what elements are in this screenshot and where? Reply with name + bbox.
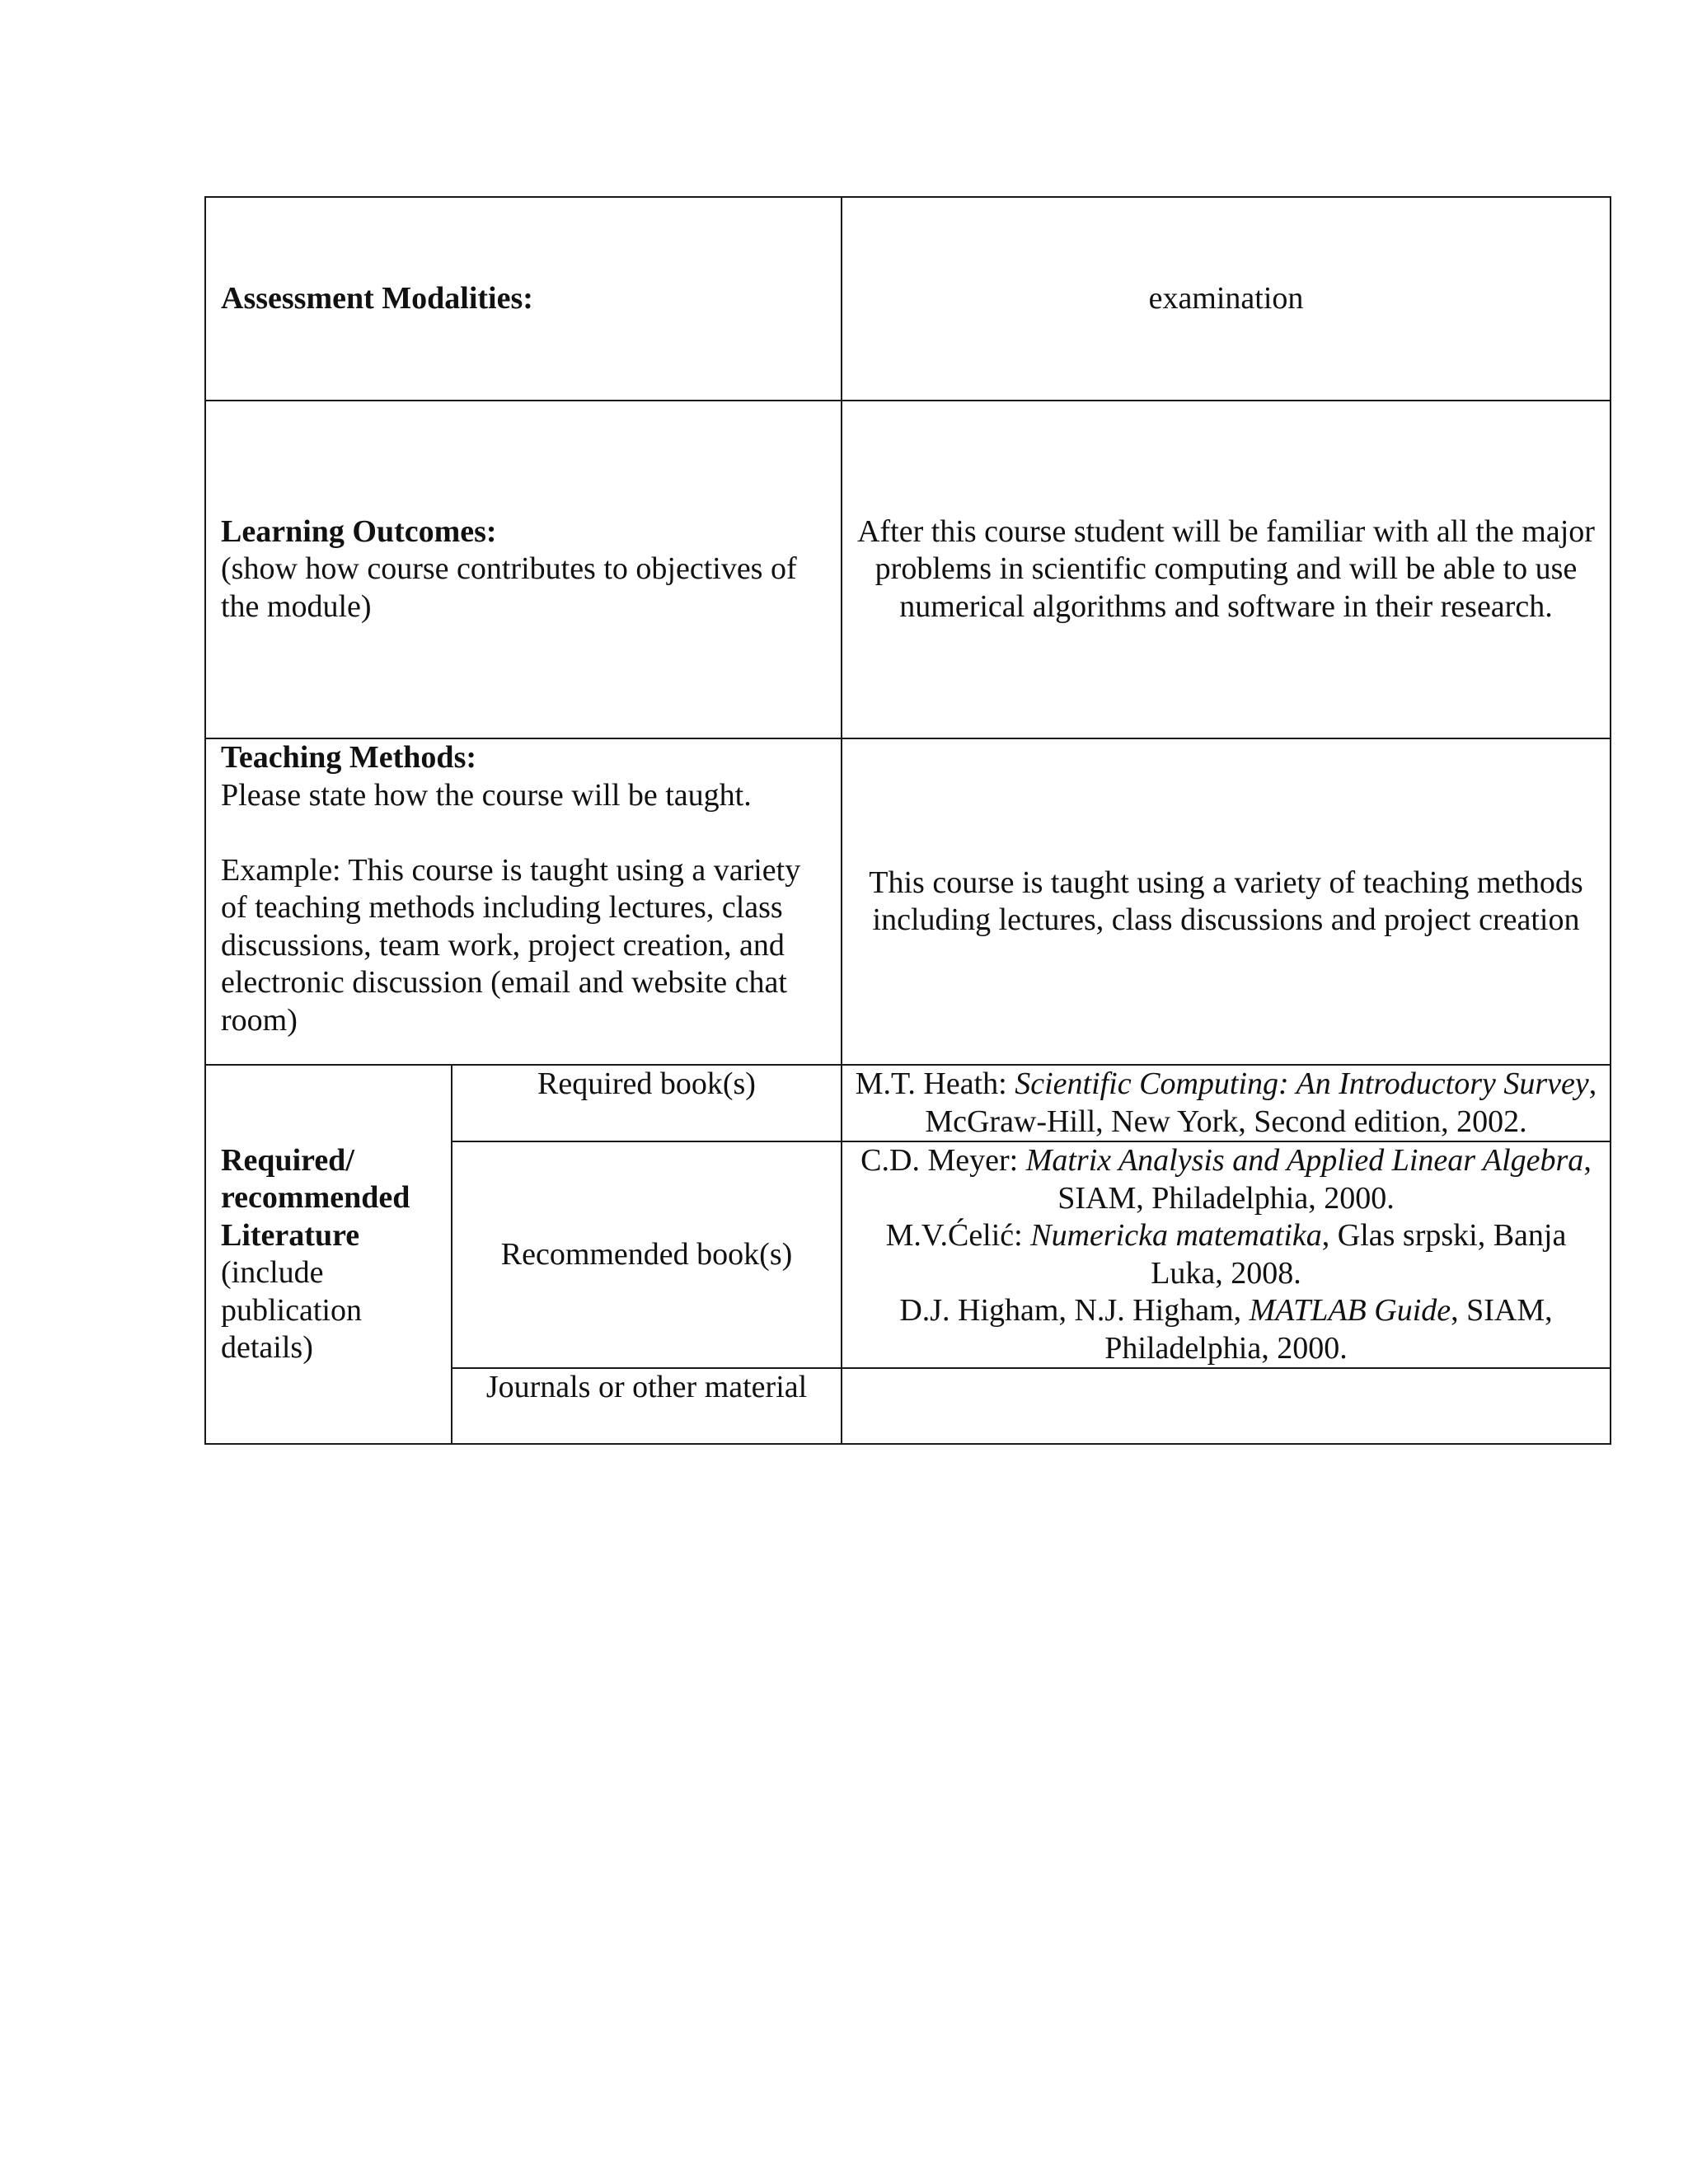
book-author: D.J. Higham, N.J. Higham, xyxy=(899,1293,1250,1328)
book-title: MATLAB Guide xyxy=(1249,1293,1451,1328)
teaching-methods-example: Example: This course is taught using a variety of teaching methods including lectures, class discussions, team work, project creation, and electronic discussion (email and website chat room) xyxy=(221,852,801,1038)
learning-outcomes-label: Learning Outcomes: xyxy=(221,513,497,549)
teaching-methods-value-cell xyxy=(842,738,1611,1065)
spacer xyxy=(221,814,826,852)
required-books-label: Required book(s) xyxy=(537,1066,756,1101)
required-book-entry xyxy=(851,1066,1601,1141)
assessment-value-cell xyxy=(842,197,1611,401)
required-books-cell xyxy=(842,1065,1611,1141)
book-details: , McGraw-Hill, New York, Second edition, 2002. xyxy=(925,1066,1597,1139)
literature-hint: (include publication details) xyxy=(221,1255,362,1365)
assessment-row xyxy=(205,197,1611,401)
teaching-methods-hint: Please state how the course will be taught. xyxy=(221,777,752,813)
learning-outcomes-value: After this course student will be familiar with all the major problems in scientific computing and will be able to use numerical algorithms and software in their research. xyxy=(857,513,1595,624)
book-title: Numericka matematika xyxy=(1030,1218,1322,1253)
teaching-methods-value: This course is taught using a variety of teaching methods including lectures, class discussions and project creation xyxy=(869,865,1583,937)
assessment-label-cell xyxy=(205,197,842,401)
book-details: , Glas srpski, Banja Luka, 2008. xyxy=(1151,1218,1567,1291)
book-title: Scientific Computing: An Introductory Survey xyxy=(1015,1066,1589,1101)
recommended-book-entry xyxy=(851,1217,1601,1292)
book-author: M.T. Heath: xyxy=(855,1066,1015,1101)
journals-label-cell xyxy=(452,1368,842,1444)
recommended-books-cell xyxy=(842,1141,1611,1368)
book-author: C.D. Meyer: xyxy=(860,1143,1026,1178)
recommended-books-label: Recommended book(s) xyxy=(500,1236,793,1272)
book-title: Matrix Analysis and Applied Linear Algebra xyxy=(1025,1143,1584,1178)
literature-label: Required/ recommended Literature xyxy=(221,1142,410,1253)
book-details: , SIAM, Philadelphia, 2000. xyxy=(1104,1293,1553,1366)
journals-label: Journals or other material xyxy=(485,1370,808,1404)
book-author: M.V.Ćelić: xyxy=(885,1218,1031,1253)
assessment-label: Assessment Modalities: xyxy=(221,280,533,316)
book-details: , SIAM, Philadelphia, 2000. xyxy=(1057,1143,1592,1216)
assessment-value: examination xyxy=(1148,280,1304,316)
required-books-label-cell xyxy=(452,1065,842,1141)
teaching-methods-label: Teaching Methods: xyxy=(221,740,477,775)
learning-outcomes-value-cell xyxy=(842,401,1611,738)
required-books-row xyxy=(205,1065,1611,1141)
recommended-books-label-cell xyxy=(452,1141,842,1368)
recommended-book-entry xyxy=(851,1292,1601,1367)
recommended-book-entry xyxy=(851,1142,1601,1217)
literature-label-cell xyxy=(205,1065,452,1444)
journals-value-cell xyxy=(842,1368,1611,1444)
learning-outcomes-row xyxy=(205,401,1611,738)
course-info-table xyxy=(204,196,1611,1445)
learning-outcomes-label-cell xyxy=(205,401,842,738)
teaching-methods-row xyxy=(205,738,1611,1065)
teaching-methods-label-cell xyxy=(205,738,842,1065)
learning-outcomes-hint: (show how course contributes to objectives of the module) xyxy=(221,551,797,624)
